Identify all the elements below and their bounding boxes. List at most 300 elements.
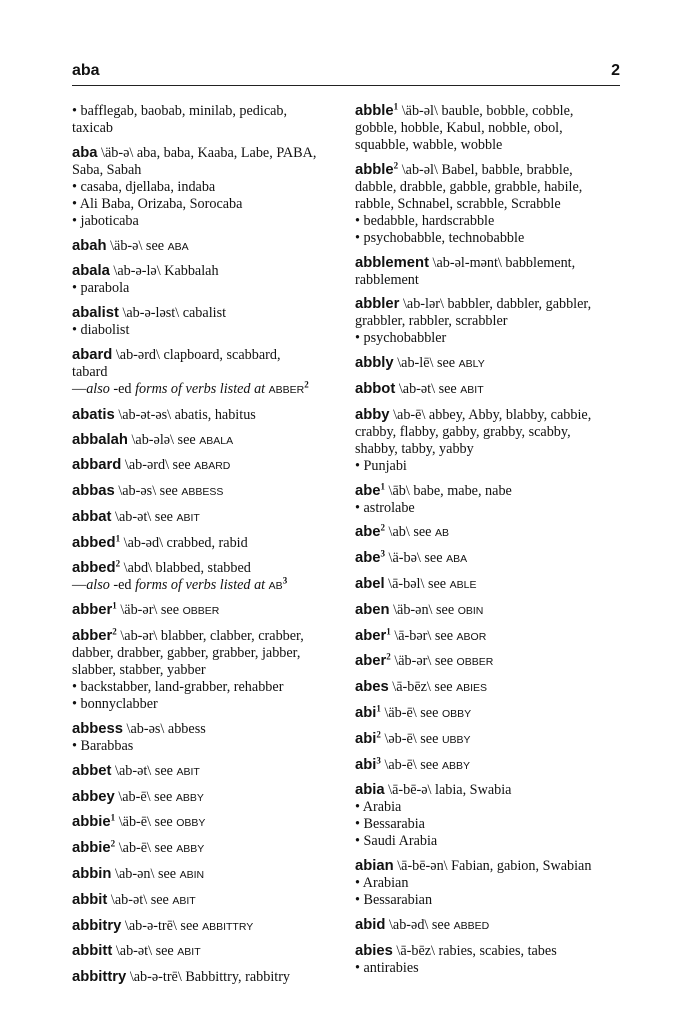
entry-line (72, 364, 338, 381)
entry-text: \əb-ē\ see (380, 730, 442, 747)
superscript-number: 1 (115, 533, 121, 544)
entry-text: squabble, wabble, wobble (355, 137, 503, 153)
entry-line (72, 179, 338, 196)
entry-line (355, 960, 621, 977)
entry-line (355, 480, 621, 500)
entry-text: \ab-ən\ see (111, 865, 180, 882)
entry-text: • Punjabi (355, 457, 407, 474)
cross-reference: ABA (167, 240, 189, 253)
headword: abber (72, 628, 113, 645)
entry-line (72, 557, 338, 577)
entry-line (72, 120, 338, 137)
italic-text: also (86, 576, 110, 593)
dictionary-entry (355, 679, 621, 697)
dictionary-entry (72, 509, 338, 527)
entry-line (72, 305, 338, 322)
dictionary-entry (72, 238, 338, 256)
entry-line (72, 103, 338, 120)
superscript-number: 1 (393, 101, 399, 112)
headword: abbas (72, 483, 115, 500)
entry-line (355, 381, 621, 399)
entry-text: • Saudi Arabia (355, 833, 438, 850)
dictionary-entry (355, 602, 621, 620)
headword: abid (355, 916, 386, 933)
headword: abbly (355, 355, 394, 372)
dictionary-entry (355, 296, 621, 347)
entry-text: \äb-ē\ see (115, 814, 177, 831)
dictionary-entry (72, 407, 338, 424)
entry-line (72, 943, 338, 961)
dictionary-entry (72, 103, 338, 137)
entry-text: tabard (72, 363, 108, 380)
entry-text: -ed (109, 576, 136, 593)
entry-text: \ab-əd\ see (385, 916, 454, 933)
entry-line (72, 969, 338, 986)
entry-text: -ed (109, 380, 136, 397)
entry-line (355, 875, 621, 892)
headword: abbler (355, 296, 400, 313)
entry-text: \ā-bēz\ rabies, scabies, tabes (392, 942, 557, 959)
entry-line (72, 628, 338, 645)
headword: abalist (72, 305, 119, 322)
entry-text: \ab-əl\ Babel, babble, brabble, (398, 161, 573, 178)
entry-line (355, 625, 621, 646)
entry-line (72, 789, 338, 807)
headword: abian (355, 858, 394, 875)
entry-text: • astrolabe (355, 499, 415, 516)
entry-line (72, 892, 338, 910)
superscript-number: 2 (386, 651, 391, 662)
entry-line (355, 943, 621, 960)
superscript-number: 1 (110, 812, 116, 823)
dictionary-entry (72, 602, 338, 620)
entry-line (72, 457, 338, 475)
header-rule (72, 85, 620, 86)
entry-line (72, 574, 338, 595)
headword: abbie (72, 840, 111, 857)
cross-reference: ABBESS (181, 486, 224, 499)
entry-text: • Barabbas (72, 737, 134, 754)
headword: abbit (72, 891, 108, 908)
dictionary-entry (355, 524, 621, 542)
headword: aber (355, 627, 387, 644)
dictionary-entry (72, 263, 338, 297)
entry-line (355, 196, 621, 213)
headword: abbey (72, 788, 115, 805)
headword: abi (355, 730, 377, 747)
page-header (72, 62, 620, 86)
headword: abies (355, 942, 393, 959)
headword: abbed (72, 559, 116, 576)
cross-reference: ABIT (172, 894, 196, 907)
entry-line (72, 280, 338, 297)
entry-line (355, 313, 621, 330)
dictionary-entry (355, 162, 621, 247)
entry-text: • Ali Baba, Orizaba, Sorocaba (72, 195, 243, 212)
entry-text: grabbler, rabbler, scrabbler (355, 313, 508, 330)
entry-text: Saba, Sabah (72, 161, 142, 178)
superscript-number: 3 (282, 574, 288, 585)
headword: abbed (72, 534, 116, 551)
entry-line (72, 763, 338, 781)
dictionary-entry (72, 721, 338, 755)
entry-line (72, 263, 338, 280)
entry-text: \ab-əs\ see (114, 483, 182, 500)
cross-reference: ABBED (453, 919, 490, 932)
entry-text: • bafflegab, baobab, minilab, pedicab, (72, 103, 288, 119)
entry-text: \ā-bər\ see (390, 627, 457, 644)
entry-text: \ab-ət\ see (111, 508, 177, 525)
entry-line (355, 213, 621, 230)
entry-line (72, 840, 338, 858)
dictionary-entry (72, 347, 338, 399)
dictionary-entry (355, 653, 621, 671)
cross-reference: ABIT (177, 946, 201, 959)
headword: abbard (72, 457, 122, 474)
entry-line (355, 602, 621, 620)
headword: abia (355, 782, 385, 799)
entry-text: \ab-ət\ see (395, 380, 461, 397)
headword: abe (355, 482, 381, 499)
headword: abble (355, 161, 394, 178)
entry-line (355, 424, 621, 441)
headword: abber (72, 602, 113, 619)
dictionary-entry (355, 103, 621, 154)
entry-line (355, 524, 621, 542)
entry-line (355, 103, 621, 120)
entry-line (72, 213, 338, 230)
dictionary-entry (355, 625, 621, 646)
cross-reference: OBIN (457, 604, 484, 617)
entry-line (72, 696, 338, 713)
headword: abel (355, 575, 385, 592)
headword: abbalah (72, 431, 128, 448)
dictionary-entry (72, 866, 338, 884)
headword: abes (355, 679, 389, 696)
entry-line (72, 814, 338, 832)
entry-line (355, 917, 621, 935)
cross-reference: ABA (446, 553, 468, 566)
entry-text: \ä-bə\ see (385, 550, 447, 567)
headword: abbitry (72, 917, 122, 934)
dictionary-entry (355, 550, 621, 568)
dictionary-entry (355, 754, 621, 775)
superscript-number: 2 (304, 379, 309, 390)
right-column (355, 103, 621, 985)
entry-line (355, 458, 621, 475)
dictionary-entry (355, 858, 621, 909)
entry-line (72, 162, 338, 179)
entry-line (355, 230, 621, 247)
dictionary-entry (72, 789, 338, 807)
cross-reference: ABBITTRY (202, 920, 254, 933)
entry-text: \ā-bəl\ see (384, 575, 450, 592)
entry-text: • Bessarabian (355, 892, 433, 909)
entry-line (355, 120, 621, 137)
entry-text: — (72, 380, 87, 397)
headword: abala (72, 263, 110, 280)
entry-text: \äb-ə\ see (106, 237, 168, 254)
cross-reference: ABARD (194, 460, 231, 473)
entry-text: \ab-ē\ see (114, 788, 176, 805)
entry-text: \ab-ərd\ clapboard, scabbard, (112, 346, 281, 363)
entry-line (72, 145, 338, 162)
entry-line (355, 731, 621, 749)
headword: aben (355, 601, 390, 618)
entry-text: \ab-ə-trē\ Babbittry, rabbitry (126, 969, 291, 986)
italic-text: forms of verbs listed at (135, 576, 269, 593)
entry-line (355, 255, 621, 272)
dictionary-entry (72, 969, 338, 986)
entry-text: • casaba, djellaba, indaba (72, 178, 216, 195)
entry-line (72, 238, 338, 256)
entry-line (72, 535, 338, 552)
entry-line (72, 679, 338, 696)
headword: abby (355, 406, 390, 423)
entry-text: \ab-ələ\ see (127, 431, 200, 448)
dictionary-entry (72, 535, 338, 552)
cross-reference: ABOR (456, 630, 487, 643)
superscript-number: 2 (393, 160, 399, 171)
entry-text: \ab-lē\ see (393, 355, 459, 372)
dictionary-entry (355, 943, 621, 977)
entry-text: \ā-bē-ən\ Fabian, gabion, Swabian (393, 858, 592, 875)
entry-line (72, 347, 338, 364)
cross-reference: OBBY (176, 817, 206, 830)
headword: abbot (355, 380, 396, 397)
entry-text: • jaboticaba (72, 212, 139, 229)
entry-line (72, 407, 338, 424)
cross-reference: OBBER (182, 605, 220, 618)
entry-line (72, 509, 338, 527)
headword: abbin (72, 865, 112, 882)
headword: abah (72, 237, 107, 254)
headword: abblement (355, 254, 429, 271)
entry-line (355, 705, 621, 723)
superscript-number: 2 (380, 522, 385, 533)
entry-line (355, 500, 621, 517)
cross-reference: ABIT (176, 765, 200, 778)
entry-text: rabblement (355, 271, 419, 288)
entry-text: dabble, drabble, gabble, grabble, habile, (355, 178, 583, 195)
headword: abatis (72, 406, 115, 423)
dictionary-entry (72, 763, 338, 781)
entry-line (355, 441, 621, 458)
superscript-number: 3 (380, 548, 385, 559)
entry-line (355, 296, 621, 313)
superscript-number: 1 (112, 600, 117, 611)
entry-text: • bonnyclabber (72, 696, 158, 713)
cross-reference: ABBY (441, 759, 470, 772)
cross-reference: ABBY (175, 791, 204, 804)
cross-reference: ABIT (460, 383, 484, 396)
cross-reference: ABALA (199, 434, 234, 447)
entry-text: rabble, Schnabel, scrabble, Scrabble (355, 195, 561, 212)
entry-line (355, 782, 621, 799)
entry-line (72, 322, 338, 339)
left-column (72, 103, 338, 994)
entry-line (355, 754, 621, 775)
entry-line (355, 799, 621, 816)
headword: abard (72, 346, 113, 363)
entry-text: • backstabber, land-grabber, rehabber (72, 679, 284, 696)
superscript-number: 1 (380, 480, 385, 491)
entry-text: \äb-ər\ see (116, 602, 183, 619)
dictionary-entry (72, 628, 338, 713)
cross-reference: ABIN (179, 868, 205, 881)
cross-reference: UBBY (441, 733, 471, 746)
dictionary-entry (72, 457, 338, 475)
entry-text: \ab-əl-mənt\ babblement, (429, 254, 576, 271)
entry-line (72, 662, 338, 679)
entry-text: \äb-ər\ see (390, 653, 457, 670)
dictionary-entry (355, 355, 621, 373)
entry-text: \ab-ē\ abbey, Abby, blabby, cabbie, (389, 406, 592, 423)
cross-reference: OBBY (441, 707, 472, 720)
dictionary-entry (72, 943, 338, 961)
entry-text: • diabolist (72, 322, 130, 339)
entry-line (355, 679, 621, 697)
dictionary-entry (72, 305, 338, 339)
entry-line (72, 738, 338, 755)
entry-line (72, 721, 338, 738)
entry-text: \ab-ə-ləst\ cabalist (118, 305, 227, 322)
superscript-number: 2 (112, 626, 117, 637)
dictionary-entry (72, 483, 338, 501)
dictionary-entry (72, 145, 338, 230)
entry-text: • psychobabbler (355, 330, 447, 347)
cross-reference: ABLE (449, 578, 477, 591)
headword: abbet (72, 762, 112, 779)
entry-line (355, 162, 621, 179)
entry-text: — (72, 576, 87, 593)
entry-text: \ab\ see (385, 524, 436, 541)
dictionary-entry (355, 705, 621, 723)
dictionary-entry (355, 731, 621, 749)
entry-text: \äb-əl\ bauble, bobble, cobble, (398, 103, 574, 119)
entry-text: • Bessarabia (355, 816, 425, 833)
dictionary-entry (72, 557, 338, 595)
superscript-number: 2 (110, 838, 116, 849)
superscript-number: 1 (376, 703, 381, 714)
cross-reference: AB (435, 527, 450, 540)
cross-reference: ABLY (458, 358, 485, 371)
entry-line (355, 355, 621, 373)
entry-line (72, 432, 338, 450)
entry-line (355, 816, 621, 833)
entry-text: \ab-ət\ see (111, 762, 177, 779)
page-number: 2 (611, 62, 620, 79)
dictionary-entry (72, 892, 338, 910)
superscript-number: 2 (376, 729, 381, 740)
running-head: aba (72, 62, 100, 79)
entry-text: \ab-əd\ crabbed, rabid (120, 534, 248, 551)
entry-text: • Arabia (355, 799, 402, 816)
cross-reference: ABIT (176, 511, 200, 524)
entry-text: \ab-ē\ see (115, 840, 177, 857)
entry-line (72, 866, 338, 884)
cross-reference: OBBER (456, 656, 494, 669)
cross-reference: ABBER (268, 383, 305, 396)
entry-text: \ab-ē\ see (380, 756, 442, 773)
headword: abbitt (72, 943, 113, 960)
dictionary-entry (72, 918, 338, 936)
cross-reference: ABIES (456, 682, 488, 695)
cross-reference: ABBY (176, 843, 205, 856)
entry-text: slabber, stabber, yabber (72, 662, 206, 679)
entry-line (72, 483, 338, 501)
dictionary-entry (72, 432, 338, 450)
entry-text: crabby, flabby, gabby, grabby, scabby, (355, 423, 571, 440)
headword: aber (355, 653, 387, 670)
entry-text: \ab-ət-əs\ abatis, habitus (114, 406, 256, 423)
entry-line (355, 858, 621, 875)
entry-line (355, 407, 621, 424)
entry-text: \ab-ə-lə\ Kabbalah (109, 263, 219, 280)
headword: abe (355, 550, 381, 567)
entry-text: dabber, drabber, gabber, grabber, jabber, (72, 645, 301, 662)
entry-line (355, 137, 621, 154)
entry-line (355, 653, 621, 671)
headword: abi (355, 756, 377, 773)
entry-text: • Arabian (355, 875, 409, 892)
entry-text: \ab-əs\ abbess (123, 720, 206, 737)
dictionary-entry (72, 840, 338, 858)
entry-line (72, 381, 338, 399)
entry-line (355, 892, 621, 909)
entry-text: \ab-ərd\ see (121, 457, 195, 474)
dictionary-entry (355, 381, 621, 399)
entry-line (355, 179, 621, 196)
entry-text: \āb\ babe, mabe, nabe (385, 482, 512, 499)
dictionary-entry (355, 576, 621, 594)
italic-text: also (86, 380, 110, 397)
entry-line (72, 196, 338, 213)
dictionary-entry (72, 814, 338, 832)
dictionary-entry (355, 480, 621, 517)
italic-text: forms of verbs listed at (135, 380, 269, 397)
dictionary-entry (355, 255, 621, 289)
entry-text: • antirabies (355, 959, 419, 976)
entry-text: \ab-ə-trē\ see (121, 917, 203, 934)
entry-line (72, 645, 338, 662)
entry-line (355, 576, 621, 594)
dictionary-entry (355, 407, 621, 475)
headword: aba (72, 144, 98, 161)
superscript-number: 3 (376, 754, 381, 765)
entry-text: \äb-ən\ see (389, 601, 458, 618)
entry-text: • psychobabble, technobabble (355, 229, 525, 246)
entry-text: • bedabble, hardscrabble (355, 212, 495, 229)
entry-line (72, 918, 338, 936)
entry-text: \ab-ər\ blabber, clabber, crabber, (116, 628, 304, 645)
headword: abble (355, 103, 394, 119)
entry-text: shabby, tabby, yabby (355, 440, 474, 457)
entry-text: • parabola (72, 280, 130, 297)
entry-text: \ab-ət\ see (107, 891, 173, 908)
superscript-number: 1 (386, 625, 391, 636)
entry-text: taxicab (72, 120, 113, 136)
dictionary-entry (355, 782, 621, 850)
headword: abe (355, 524, 381, 541)
headword: abi (355, 704, 377, 721)
entry-text: \ab-lər\ babbler, dabbler, gabbler, (399, 296, 592, 313)
entry-text: \äb-ə\ aba, baba, Kaaba, Labe, PABA, (97, 144, 317, 161)
entry-line (355, 833, 621, 850)
headword: abbess (72, 720, 123, 737)
cross-reference: AB (268, 579, 283, 592)
entry-line (355, 550, 621, 568)
